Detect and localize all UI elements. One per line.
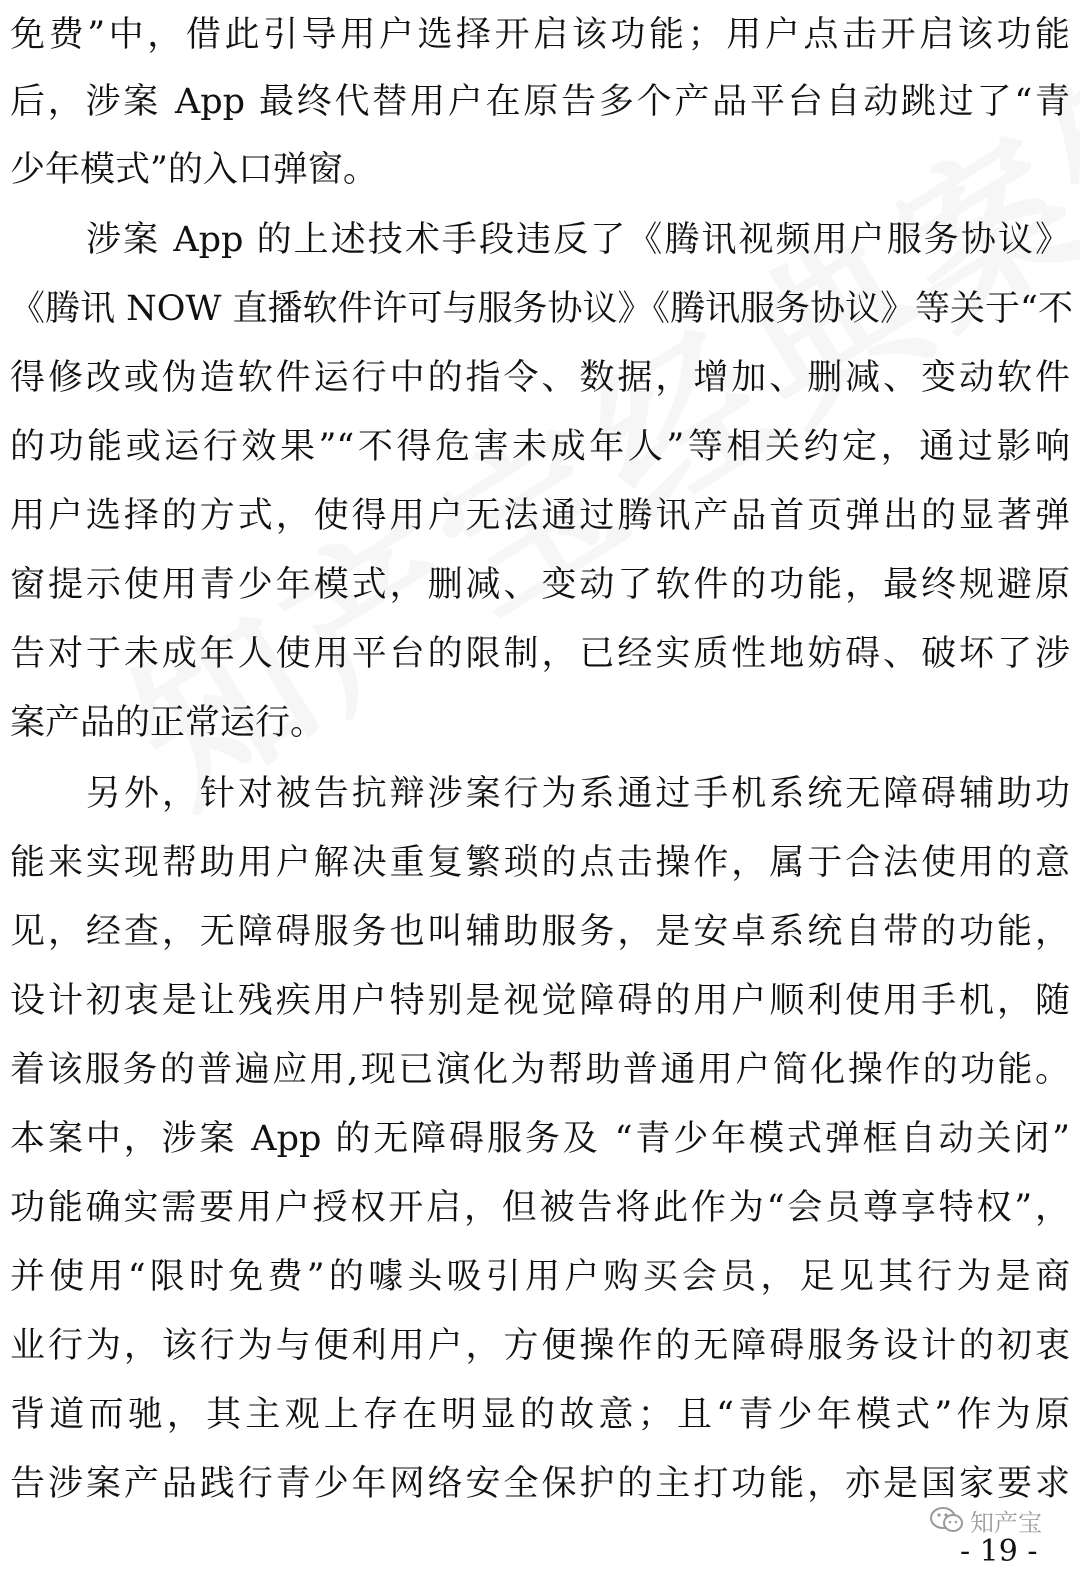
text-line: 并使用“限时免费”的噱头吸引用户购买会员，足见其行为是商 xyxy=(10,1257,1070,1297)
text-line: 告涉案产品践行青少年网络安全保护的主打功能，亦是国家要求 xyxy=(10,1464,1070,1504)
paragraph-first-line: 另外，针对被告抗辩涉案行为系通过手机系统无障碍辅助功 xyxy=(86,774,1070,814)
text-line: 得修改或伪造软件运行中的指令、数据，增加、删减、变动软件 xyxy=(10,358,1070,398)
text-line: 少年模式”的入口弹窗。 xyxy=(10,150,378,190)
text-line: 窗提示使用青少年模式，删减、变动了软件的功能，最终规避原 xyxy=(10,565,1070,605)
text-line: 告对于未成年人使用平台的限制，已经实质性地妨碍、破坏了涉 xyxy=(10,634,1070,674)
text-line: 本案中，涉案 App 的无障碍服务及 “青少年模式弹框自动关闭” xyxy=(10,1119,1070,1159)
text-line: 免费”中，借此引导用户选择开启该功能；用户点击开启该功能 xyxy=(10,15,1070,55)
text-line: 见，经查，无障碍服务也叫辅助服务，是安卓系统自带的功能， xyxy=(10,912,1070,952)
page-number: - 19 - xyxy=(960,1534,1038,1569)
text-line: 业行为，该行为与便利用户，方便操作的无障碍服务设计的初衷 xyxy=(10,1326,1070,1366)
text-line: 的功能或运行效果”“不得危害未成年人”等相关约定，通过影响 xyxy=(10,427,1070,467)
text-line: 案产品的正常运行。 xyxy=(10,703,326,743)
text-line: 后，涉案 App 最终代替用户在原告多个产品平台自动跳过了“青 xyxy=(10,82,1070,122)
footer-brand-label: 知产宝 xyxy=(970,1508,1042,1537)
text-line: 《腾讯 NOW 直播软件许可与服务协议》《腾讯服务协议》等关于“不 xyxy=(10,289,1073,329)
text-line: 着该服务的普遍应用,现已演化为帮助普通用户简化操作的功能。 xyxy=(10,1050,1070,1090)
text-line: 背道而驰，其主观上存在明显的故意；且“青少年模式”作为原 xyxy=(10,1395,1070,1435)
text-line: 功能确实需要用户授权开启，但被告将此作为“会员尊享特权”， xyxy=(10,1188,1070,1228)
text-line: 设计初衷是让残疾用户特别是视觉障碍的用户顺利使用手机，随 xyxy=(10,981,1070,1021)
paragraph-first-line: 涉案 App 的上述技术手段违反了《腾讯视频用户服务协议》 xyxy=(86,220,1070,260)
text-line: 能来实现帮助用户解决重复繁琐的点击操作，属于合法使用的意 xyxy=(10,843,1070,883)
text-line: 用户选择的方式，使得用户无法通过腾讯产品首页弹出的显著弹 xyxy=(10,496,1070,536)
wechat-icon xyxy=(930,1506,964,1534)
